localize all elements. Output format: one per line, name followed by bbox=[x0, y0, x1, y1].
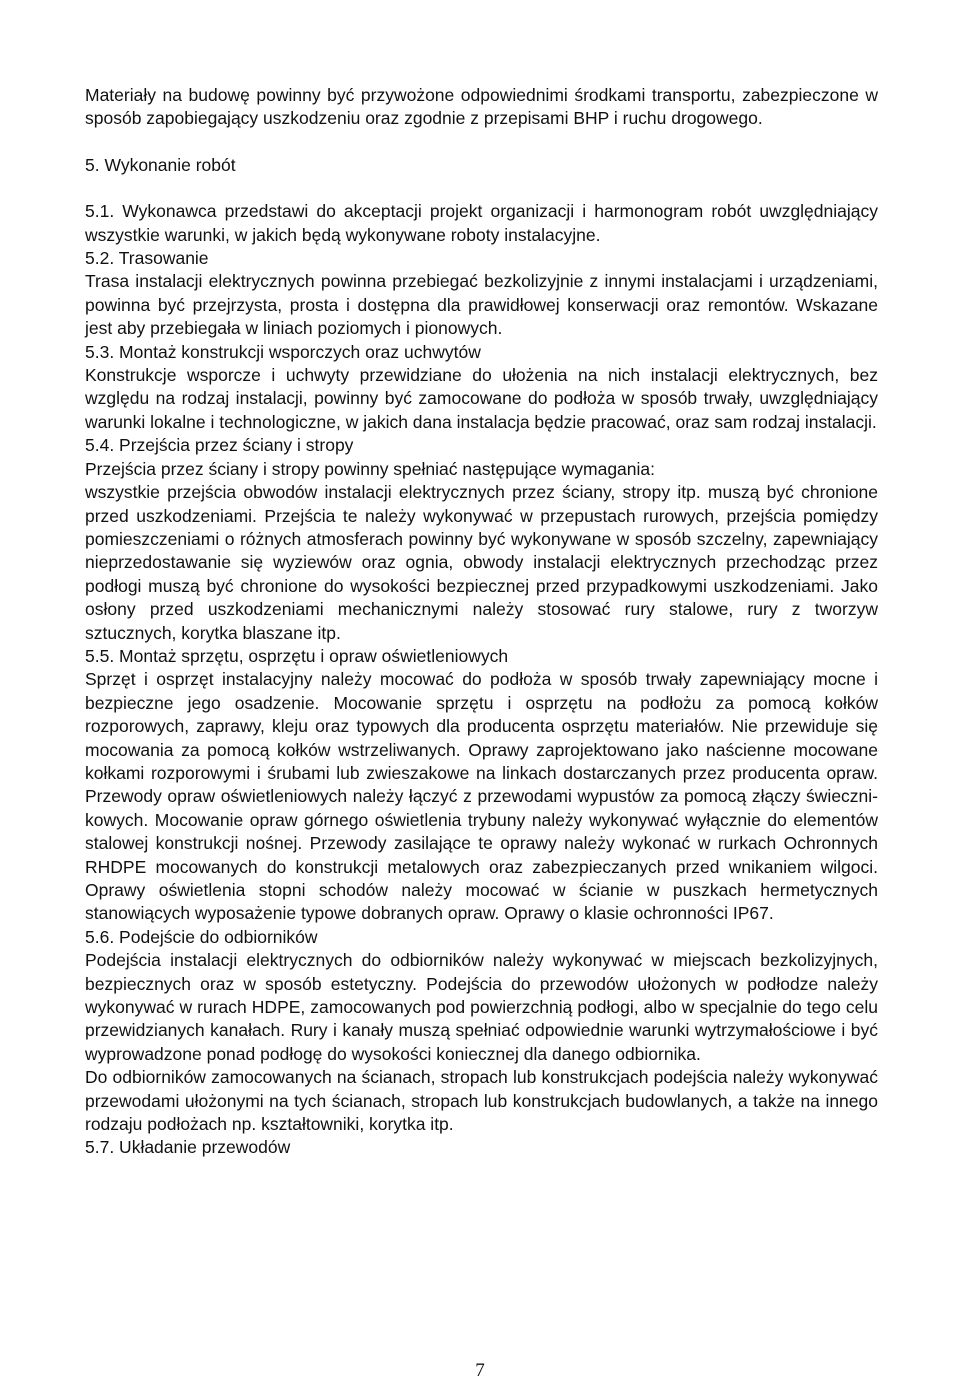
section-5-3-paragraph: Konstrukcje wsporcze i uchwyty przewidziane do ułożenia na nich instalacji elektrycznych, bez względu na rodzaj instalacji, powinny być zamocowane do podłoża w sposób trwały, uwzględniający warunki lokalne i technologiczne, w jakich dana instalacja będzie pracować, oraz sam rodzaj instalacji. bbox=[85, 365, 878, 432]
section-5-1-paragraph: 5.1. Wykonawca przedstawi do akceptacji projekt organizacji i harmonogram robót uwzględniający wszystkie warunki, w jakich będą wykonywane roboty instalacyjne. bbox=[85, 201, 878, 245]
section-5-4-heading: 5.4. Przejścia przez ściany i stropy bbox=[85, 435, 354, 456]
section-5-4-paragraph: wszystkie przejścia obwodów instalacji elektrycznych przez ściany, stropy itp. muszą być chronione przed uszkodzeniami. Przejścia te należy wykonywać w przepustach rurowych, przejścia pomiędzy pomieszczeniami o różnych atmosferach powinny być wykonywane w sposób szczelny, zapewniający nieprzedostawanie się wyziewów oraz ognia, obwody instalacji elektrycznych przechodząc przez podłogi muszą być chronione do wysokości bezpiecznej przed przypadkowymi uszkodzeniami. Jako osłony przed uszkodzeniami mechanicznymi należy stosować rury stalowe, rury z tworzyw sztucznych, korytka blaszane itp. bbox=[85, 482, 878, 643]
section-5-7-heading: 5.7. Układanie przewodów bbox=[85, 1137, 291, 1158]
intro-paragraph: Materiały na budowę powinny być przywożone odpowiednimi środkami transportu, zabezpieczone w sposób zapobiegający uszkodzeniu oraz zgodnie z przepisami BHP i ruchu drogowego. bbox=[85, 85, 878, 129]
section-5-4-intro: Przejścia przez ściany i stropy powinny spełniać następujące wymagania: bbox=[85, 458, 655, 479]
section-5-heading: 5. Wykonanie robót bbox=[85, 154, 236, 175]
section-5-6-paragraph-2: Do odbiorników zamocowanych na ścianach, stropach lub konstrukcjach podejścia należy wykonywać przewodami ułożonymi na tych ścianach, stropach lub konstrukcjach budowlanych, a także na innego rodzaju podłożach np. kształtowniki, korytka itp. bbox=[85, 1067, 878, 1135]
page-number: 7 bbox=[475, 1360, 485, 1381]
section-5-5-paragraph: Sprzęt i osprzęt instalacyjny należy mocować do podłoża w sposób trwały zapewniający mocne i bezpieczne jego osadzenie. Mocowanie sprzętu i osprzętu na podłożu za pomocą kołków rozporowych, zaprawy, kleju oraz typowych dla producenta osprzętu materiałów. Nie przewiduje się mocowania za pomocą kołków wstrzeliwanych. Oprawy zaprojektowano jako naścienne mocowane kołkami rozporowymi i śrubami lub zwieszakowe na linkach dostarczanych przez producenta opraw. Przewody opraw oświetleniowych należy łączyć z przewodami wypustów za pomocą złączy świeczni-kowych. Mocowanie opraw górnego oświetlenia trybuny należy wykonywać wyłącznie do elementów stalowej konstrukcji nośnej. Przewody zasilające te oprawy należy wykonać w rurkach Ochronnych RHDPE mocowanych do konstrukcji metalowych oraz zabezpieczanych przed wnikaniem wilgoci. Oprawy oświetlenia stopni schodów należy mocować w ścianie w puszkach hermetycznych stanowiących wyposażenie typowe dobranych opraw. Oprawy o klasie ochronności IP67. bbox=[85, 669, 878, 924]
section-5-6-heading: 5.6. Podejście do odbiorników bbox=[85, 926, 318, 947]
section-5-6-paragraph-1: Podejścia instalacji elektrycznych do odbiorników należy wykonywać w miejscach bezkolizyjnych, bezpiecznych oraz w sposób estetyczny. Podejścia do przewodów ułożonych w podłodze należy wykonywać w rurach HDPE, zamocowanych pod powierzchnią podłogi, albo w specjalnie do tego celu przewidzianych kanałach. Rury i kanały muszą spełniać odpowiednie warunki wytrzymałościowe i być wyprowadzone ponad podłogę do wysokości koniecznej dla danego odbiornika. bbox=[85, 950, 878, 1064]
document-page bbox=[85, 84, 878, 1160]
section-5-3-heading: 5.3. Montaż konstrukcji wsporczych oraz uchwytów bbox=[85, 341, 481, 362]
section-5-5-heading: 5.5. Montaż sprzętu, osprzętu i opraw oświetleniowych bbox=[85, 645, 509, 666]
section-5-2-paragraph: Trasa instalacji elektrycznych powinna przebiegać bezkolizyjnie z innymi instalacjami i urządzeniami, powinna być przejrzysta, prosta i dostępna dla prawidłowej konserwacji oraz remontów. Wskazane jest aby przebiegała w liniach poziomych i pionowych. bbox=[85, 271, 878, 339]
section-5-2-heading: 5.2. Trasowanie bbox=[85, 248, 209, 269]
